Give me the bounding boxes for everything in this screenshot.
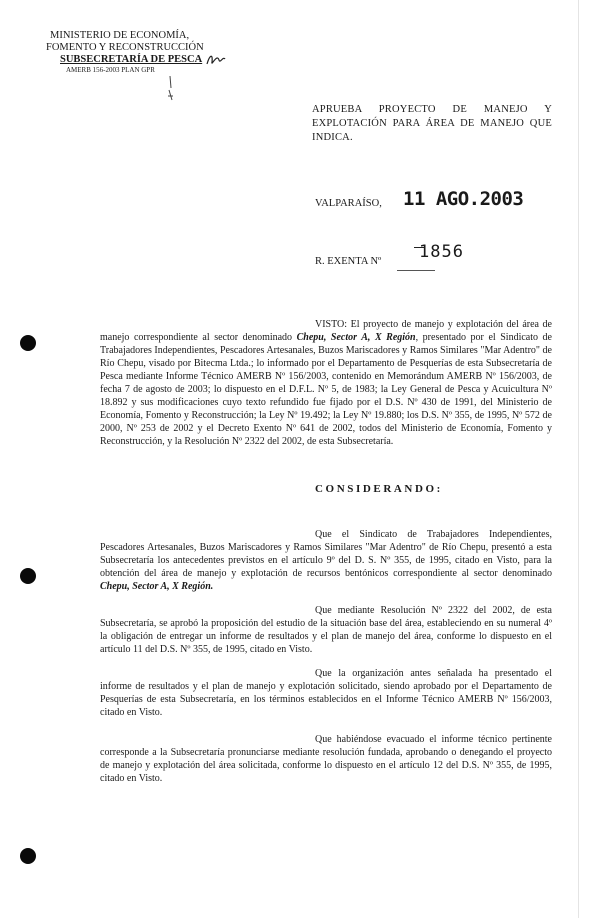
considerando-paragraph-3 xyxy=(100,667,552,719)
date-stamp: 11 AGO.2003 xyxy=(403,188,524,210)
considerando-paragraph-2 xyxy=(100,604,552,656)
visto-paragraph xyxy=(100,318,552,448)
p3-lead: Que la organización antes señalada ha presentado el xyxy=(315,668,552,679)
considerando-paragraph-1 xyxy=(100,528,552,593)
p1-lead: Que el Sindicato de Trabajadores Independientes, xyxy=(315,529,552,540)
visto-text-1: El proyecto de manejo y explotación del área de manejo correspondiente al sector denominado xyxy=(100,319,552,343)
place-date-row xyxy=(315,188,555,218)
resolution-row xyxy=(315,242,555,272)
letterhead xyxy=(18,30,218,75)
visto-text-2: , presentado por el Sindicato de Trabajadores Independientes, Pescadores Artesanales, Buzos Mariscadores y Ramos Similares "Mar Adentro" de Río Chepu, visado por Bitecma Ltda.; lo informado por el Departamento de Pesquerías de esta Subsecretaría de Pesca mediante Informe Técnico AMERB Nº 156/2003, contenido en Memorándum AMERB Nº 156/2003, de fecha 7 de agosto de 2003; lo dispuesto en el D.F.L. Nº 5, de 1983; la Ley General de Pesca y Acuicultura Nº 18.892 y sus modificaciones cuyo texto refundido fue fijado por el D.S. Nº 430 de 1991, del Ministerio de Economía, Fomento y Reconstrucción; la Ley Nº 19.492; la Ley Nº 19.880; los D.S. Nº 355, de 1995, Nº 572 de 2000, Nº 253 de 2002 y el Decreto Exento Nº 641 de 2002, todos del Ministerio de Economía, Fomento y Reconstrucción, y la Resolución Nº 2322 del 2002, de esta Subsecretaría. xyxy=(100,332,552,447)
resolution-number: 1856 xyxy=(419,242,464,262)
ministry-line-1: MINISTERIO DE ECONOMÍA, xyxy=(50,30,190,41)
reference-code: AMERB 156-2003 PLAN GPR xyxy=(66,66,155,74)
initials-signature xyxy=(205,50,227,70)
page-edge-shadow xyxy=(578,0,579,918)
p2-text: Subsecretaría, se aprobó la proposición del estudio de la situación base del área, estableciendo en su numeral 4º la obligación de entregar un informe de resultados y el plan de manejo del área, conforme lo dispuesto en el artículo 11 del D.S. Nº 355, de 1995, citado en Visto. xyxy=(100,618,552,655)
p2-lead: Que mediante Resolución Nº 2322 del 2002, de esta xyxy=(315,605,552,616)
punch-hole xyxy=(20,848,36,864)
visto-sector: Chepu, Sector A, X Región xyxy=(296,332,416,343)
p4-lead: Que habiéndose evacuado el informe técnico xyxy=(315,734,508,745)
resolution-underline xyxy=(397,270,435,271)
punch-hole xyxy=(20,568,36,584)
p1-sector: Chepu, Sector A, X Región. xyxy=(100,581,214,592)
document-subject: APRUEBA PROYECTO DE MANEJO Y EXPLOTACIÓN PARA ÁREA DE MANEJO QUE INDICA. xyxy=(312,104,552,143)
p1-text: Pescadores Artesanales, Buzos Mariscadores y Ramos Similares "Mar Adentro" de Río Chepu, presentó a esta Subsecretaría los antecedentes previstos en el artículo 9º del D. S. Nº 355, de 1995, citado en Visto, para la obtención del área de manejo y explotación de recursos bentónicos correspondiente al sector denominado xyxy=(100,542,552,579)
resolution-label: R. EXENTA Nº xyxy=(315,256,382,267)
p3-text: informe de resultados y el plan de manejo y explotación solicitado, siendo aprobado por el Departamento de Pesquerías de esta Subsecretaría, en los términos establecidos en el Informe Técnico AMERB Nº 156/2003, citado en Visto. xyxy=(100,681,552,718)
p4-text: pertinente corresponde a la Subsecretaría pronunciarse mediante resolución fundada, aprobando o denegando el proyecto de manejo y explotación del área solicitada, conforme lo dispuesto en el artículo 12 del D.S. Nº 355, de 1995, citado en Visto. xyxy=(100,734,552,784)
subsecretaria-name: SUBSECRETARÍA DE PESCA xyxy=(60,54,203,65)
ministry-line-2: FOMENTO Y RECONSTRUCCIÓN xyxy=(46,42,204,53)
handwritten-mark xyxy=(166,74,176,104)
considerando-heading: CONSIDERANDO: xyxy=(315,483,443,495)
visto-lead: VISTO: xyxy=(315,319,348,330)
considerando-paragraph-4 xyxy=(100,733,552,785)
punch-hole xyxy=(20,335,36,351)
place: VALPARAÍSO, xyxy=(315,198,382,209)
